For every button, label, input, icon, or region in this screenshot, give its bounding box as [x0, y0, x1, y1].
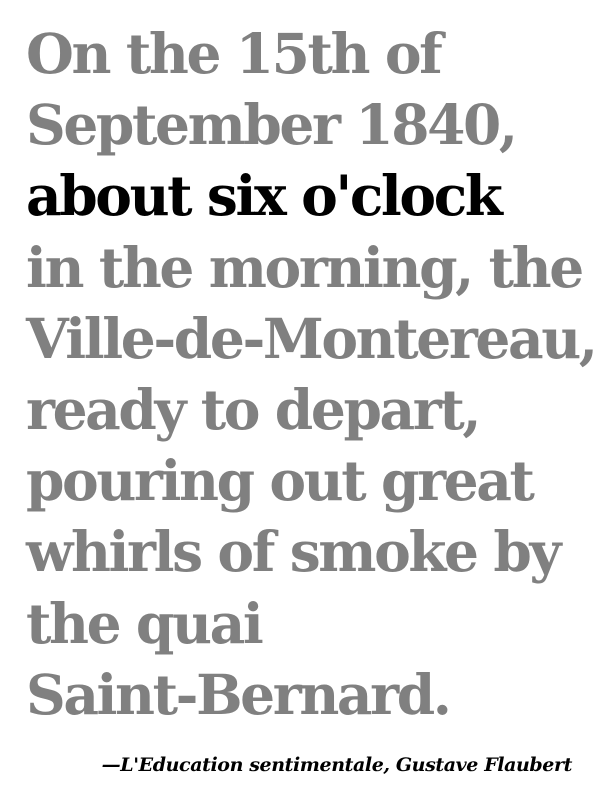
quote-line: pouring out great [26, 448, 533, 514]
quote-attribution: —L'Education sentimentale, Gustave Flaubert [101, 754, 572, 776]
quote-line: the quai [26, 590, 262, 656]
quote-line: Ville-de-Montereau, [26, 305, 596, 371]
quote-line: ready to depart, [26, 377, 480, 443]
quote-line: On the 15th of [26, 21, 441, 86]
quote-line: Saint-Bernard. [26, 661, 450, 727]
quote-line-emphasized: about six o'clock [26, 163, 501, 229]
quote-line: whirls of smoke by [26, 519, 560, 585]
quote-block [26, 18, 596, 730]
quote-line: in the morning, the [26, 234, 582, 300]
quote-line: September 1840, [26, 92, 516, 158]
